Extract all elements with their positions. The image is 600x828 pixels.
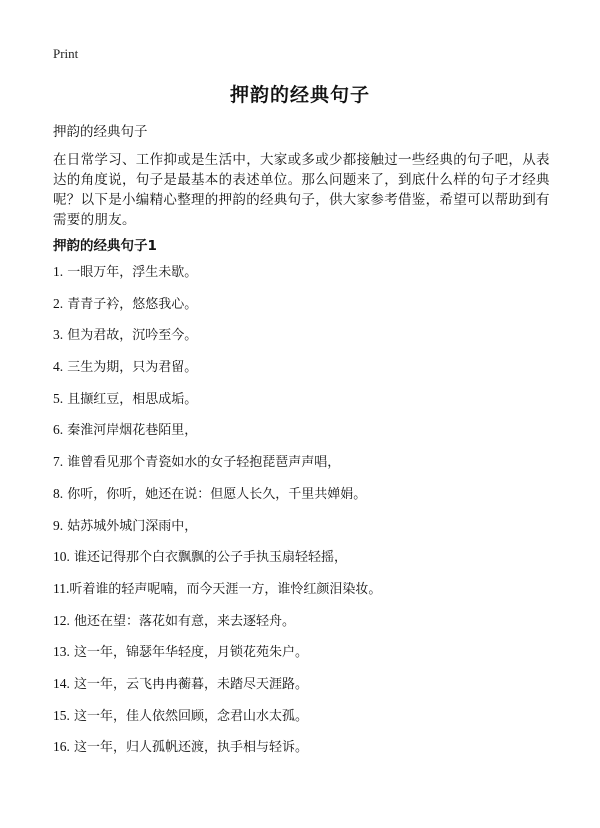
list-item-number: 9. bbox=[53, 517, 64, 533]
list-item bbox=[53, 737, 573, 769]
list-item-text: 一眼万年，浮生未歇。 bbox=[67, 265, 198, 280]
list-item-text: 这一年，佳人依然回顾，念君山水太孤。 bbox=[74, 708, 309, 724]
list-item-text: 他还在望：落花如有意，来去逐轻舟。 bbox=[74, 613, 296, 629]
list-item bbox=[53, 706, 573, 738]
list-item-number: 7. bbox=[53, 454, 64, 470]
intro-paragraph: 在日常学习、工作抑或是生活中，大家或多或少都接触过一些经典的句子吧，从表达的角度说，句子是最基本的表述单位。那么问题来了，到底什么样的句子才经典呢？以下是小编精心整理的押韵的经典句子，供大家参考借鉴，希望可以帮助到有需要的朋友。 bbox=[53, 152, 550, 228]
list-item bbox=[53, 262, 573, 294]
list-item bbox=[53, 452, 573, 484]
list-item bbox=[53, 357, 573, 389]
list-item-number: 8. bbox=[53, 485, 64, 501]
list-item-text: 谁曾看见那个青瓷如水的女子轻抱琵琶声声唱， bbox=[67, 455, 341, 471]
list-item-number: 4. bbox=[53, 359, 64, 375]
list-item-text: 这一年，归人孤帆还渡，执手相与轻诉。 bbox=[74, 740, 309, 756]
list-item-number: 11. bbox=[53, 580, 70, 596]
list-item-number: 1. bbox=[53, 264, 64, 279]
list-item bbox=[53, 389, 573, 421]
section-heading: 押韵的经典句子1 bbox=[53, 238, 157, 254]
list-item-text: 且撷红豆，相思成垢。 bbox=[67, 391, 198, 407]
list-item-text: 你听，你听，她还在说：但愿人长久，千里共婵娟。 bbox=[67, 486, 367, 502]
page-title: 押韵的经典句子 bbox=[229, 84, 370, 106]
list-item bbox=[53, 420, 573, 452]
list-item bbox=[53, 325, 573, 357]
list-item-number: 12. bbox=[53, 612, 70, 628]
list-item-text: 听着谁的轻声呢喃，而今天涯一方，谁怜红颜泪染妆。 bbox=[69, 581, 382, 597]
list-item bbox=[53, 611, 573, 643]
list-item-text: 这一年，云飞冉冉蘅暮，未踏尽天涯路。 bbox=[74, 676, 309, 692]
list-item-number: 3. bbox=[53, 327, 64, 343]
list-item-text: 但为君故，沉吟至今。 bbox=[67, 328, 198, 344]
list-item-number: 2. bbox=[53, 295, 64, 311]
list-item-number: 14. bbox=[53, 675, 70, 691]
list-item-number: 10. bbox=[53, 549, 70, 565]
print-link[interactable]: Print bbox=[53, 46, 79, 61]
list-item-text: 三生为期，只为君留。 bbox=[67, 360, 198, 376]
list-item-number: 16. bbox=[53, 739, 70, 755]
list-item-text: 秦淮河岸烟花巷陌里， bbox=[67, 423, 198, 439]
list-item-text: 青青子衿，悠悠我心。 bbox=[67, 296, 198, 312]
document-subtitle: 押韵的经典句子 bbox=[53, 124, 148, 140]
list-item bbox=[53, 642, 573, 674]
sentence-list bbox=[53, 262, 573, 769]
list-item bbox=[53, 547, 573, 579]
list-item-text: 谁还记得那个白衣飘飘的公子手执玉扇轻轻摇， bbox=[74, 550, 348, 566]
list-item-number: 15. bbox=[53, 707, 70, 723]
list-item bbox=[53, 294, 573, 326]
list-item-number: 5. bbox=[53, 390, 64, 406]
list-item bbox=[53, 674, 573, 706]
list-item-number: 13. bbox=[53, 644, 70, 660]
list-item bbox=[53, 579, 573, 611]
list-item bbox=[53, 484, 573, 516]
list-item-text: 姑苏城外城门深雨中， bbox=[67, 518, 198, 534]
list-item bbox=[53, 516, 573, 548]
list-item-number: 6. bbox=[53, 422, 64, 438]
list-item-text: 这一年，锦瑟年华轻度，月锁花苑朱户。 bbox=[74, 645, 309, 661]
